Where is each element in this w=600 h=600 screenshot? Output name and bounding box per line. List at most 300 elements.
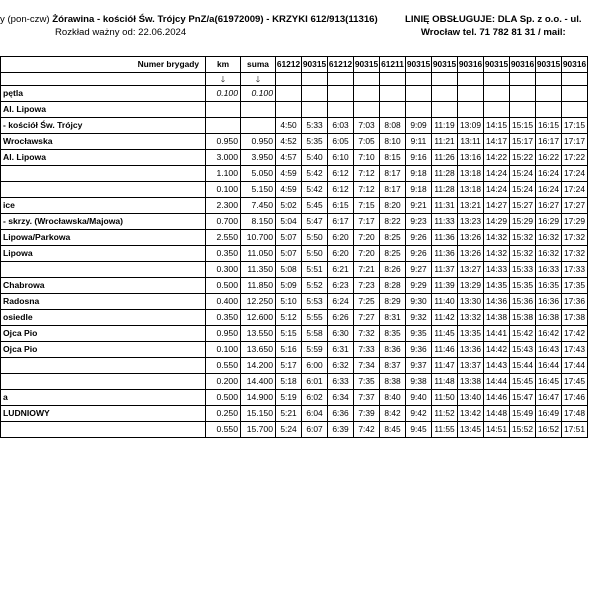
stop-km: 0.950 xyxy=(206,134,241,150)
departure-time: 9:11 xyxy=(406,134,432,150)
stop-row xyxy=(1,150,588,166)
stop-row xyxy=(1,230,588,246)
departure-time: 9:18 xyxy=(406,182,432,198)
departure-time xyxy=(380,102,406,118)
stop-km: 0.100 xyxy=(206,342,241,358)
departure-time: 11:48 xyxy=(432,374,458,390)
departure-time: 5:45 xyxy=(302,198,328,214)
departure-time xyxy=(276,102,302,118)
departure-time: 17:44 xyxy=(562,358,588,374)
departure-time: 8:25 xyxy=(380,230,406,246)
stop-km: 0.550 xyxy=(206,422,241,438)
departure-time: 14:33 xyxy=(484,262,510,278)
departure-time: 17:38 xyxy=(562,310,588,326)
departure-time: 5:59 xyxy=(302,342,328,358)
departure-time: 15:36 xyxy=(510,294,536,310)
departure-time: 15:35 xyxy=(510,278,536,294)
stop-sum: 5.050 xyxy=(241,166,276,182)
departure-time: 7:20 xyxy=(354,246,380,262)
departure-time: 17:33 xyxy=(562,262,588,278)
departure-time: 5:33 xyxy=(302,118,328,134)
departure-time xyxy=(354,86,380,102)
departure-time: 16:45 xyxy=(536,374,562,390)
departure-time: 14:42 xyxy=(484,342,510,358)
departure-time: 15:17 xyxy=(510,134,536,150)
departure-time: 6:10 xyxy=(328,150,354,166)
departure-time xyxy=(484,102,510,118)
departure-time: 7:32 xyxy=(354,326,380,342)
arrow-row-cell xyxy=(302,73,328,86)
departure-time: 17:32 xyxy=(562,230,588,246)
departure-time: 9:27 xyxy=(406,262,432,278)
departure-time: 11:21 xyxy=(432,134,458,150)
departure-time: 5:08 xyxy=(276,262,302,278)
departure-time: 7:23 xyxy=(354,278,380,294)
brigade-number: 61211 xyxy=(380,57,406,73)
departure-time: 15:47 xyxy=(510,390,536,406)
stop-name xyxy=(1,262,206,278)
departure-time: 4:57 xyxy=(276,150,302,166)
departure-time: 11:19 xyxy=(432,118,458,134)
departure-time: 13:32 xyxy=(458,310,484,326)
stop-sum: 14.200 xyxy=(241,358,276,374)
departure-time: 14:24 xyxy=(484,166,510,182)
brigade-row xyxy=(1,57,588,73)
stop-row xyxy=(1,310,588,326)
departure-time: 6:03 xyxy=(328,118,354,134)
stop-row xyxy=(1,390,588,406)
arrow-row-cell xyxy=(432,73,458,86)
departure-time: 16:33 xyxy=(536,262,562,278)
departure-time: 13:16 xyxy=(458,150,484,166)
stop-km: 0.100 xyxy=(206,182,241,198)
departure-time xyxy=(432,102,458,118)
departure-time: 6:12 xyxy=(328,166,354,182)
departure-time: 8:26 xyxy=(380,262,406,278)
stop-row xyxy=(1,214,588,230)
departure-time xyxy=(536,102,562,118)
departure-time: 11:28 xyxy=(432,166,458,182)
departure-time: 8:25 xyxy=(380,246,406,262)
stop-name: Al. Lipowa xyxy=(1,102,206,118)
stop-name: osiedle xyxy=(1,310,206,326)
stop-km: 1.100 xyxy=(206,166,241,182)
departure-time: 6:33 xyxy=(328,374,354,390)
stop-row xyxy=(1,118,588,134)
departure-time: 7:20 xyxy=(354,230,380,246)
departure-time: 5:04 xyxy=(276,214,302,230)
departure-time: 8:45 xyxy=(380,422,406,438)
departure-time: 15:38 xyxy=(510,310,536,326)
departure-time: 9:30 xyxy=(406,294,432,310)
departure-time: 17:35 xyxy=(562,278,588,294)
departure-time: 7:03 xyxy=(354,118,380,134)
stop-km: 0.100 xyxy=(206,86,241,102)
departure-time: 9:09 xyxy=(406,118,432,134)
departure-time: 8:38 xyxy=(380,374,406,390)
departure-time: 5:02 xyxy=(276,198,302,214)
stop-sum: 0.950 xyxy=(241,134,276,150)
stop-name: Al. Lipowa xyxy=(1,150,206,166)
departure-time: 11:47 xyxy=(432,358,458,374)
departure-time: 11:36 xyxy=(432,246,458,262)
departure-time: 17:17 xyxy=(562,134,588,150)
brigade-number: 61212 xyxy=(328,57,354,73)
departure-time: 11:40 xyxy=(432,294,458,310)
departure-time: 16:49 xyxy=(536,406,562,422)
departure-time: 13:30 xyxy=(458,294,484,310)
departure-time: 9:42 xyxy=(406,406,432,422)
departure-time: 14:22 xyxy=(484,150,510,166)
departure-time: 15:32 xyxy=(510,246,536,262)
departure-time: 11:36 xyxy=(432,230,458,246)
stop-name: Wrocławska xyxy=(1,134,206,150)
departure-time: 9:36 xyxy=(406,342,432,358)
departure-time: 13:38 xyxy=(458,374,484,390)
departure-time: 11:28 xyxy=(432,182,458,198)
departure-time: 13:18 xyxy=(458,166,484,182)
departure-time: 16:44 xyxy=(536,358,562,374)
stop-name: ice xyxy=(1,198,206,214)
stop-sum: 5.150 xyxy=(241,182,276,198)
departure-time: 4:50 xyxy=(276,118,302,134)
stop-km xyxy=(206,102,241,118)
departure-time: 15:49 xyxy=(510,406,536,422)
departure-time: 16:35 xyxy=(536,278,562,294)
departure-time: 6:20 xyxy=(328,230,354,246)
departure-time: 5:53 xyxy=(302,294,328,310)
departure-time: 13:40 xyxy=(458,390,484,406)
departure-time: 14:27 xyxy=(484,198,510,214)
departure-time: 5:47 xyxy=(302,214,328,230)
departure-time: 6:15 xyxy=(328,198,354,214)
departure-time: 7:39 xyxy=(354,406,380,422)
departure-time: 5:18 xyxy=(276,374,302,390)
departure-time: 9:29 xyxy=(406,278,432,294)
departure-time: 15:15 xyxy=(510,118,536,134)
departure-time: 16:27 xyxy=(536,198,562,214)
arrow-row-cell xyxy=(484,73,510,86)
departure-time: 14:29 xyxy=(484,214,510,230)
departure-time: 13:23 xyxy=(458,214,484,230)
stop-name: Radosna xyxy=(1,294,206,310)
departure-time: 14:48 xyxy=(484,406,510,422)
departure-time: 13:35 xyxy=(458,326,484,342)
departure-time: 4:59 xyxy=(276,182,302,198)
departure-time: 13:26 xyxy=(458,246,484,262)
departure-time: 14:51 xyxy=(484,422,510,438)
stop-row xyxy=(1,294,588,310)
stop-name: LUDNIOWY xyxy=(1,406,206,422)
departure-time: 9:37 xyxy=(406,358,432,374)
stop-sum: 11.050 xyxy=(241,246,276,262)
stop-sum: 15.150 xyxy=(241,406,276,422)
departure-time: 9:21 xyxy=(406,198,432,214)
stop-row xyxy=(1,278,588,294)
stop-km: 0.200 xyxy=(206,374,241,390)
departure-time: 7:35 xyxy=(354,374,380,390)
departure-time: 17:29 xyxy=(562,214,588,230)
stop-row xyxy=(1,374,588,390)
stop-sum: 8.150 xyxy=(241,214,276,230)
schedule-days: y (pon-czw) xyxy=(0,14,53,25)
sum-arrow-icon: 🡓 xyxy=(241,73,276,86)
brigade-number: 90316 xyxy=(510,57,536,73)
departure-time: 9:18 xyxy=(406,166,432,182)
timetable-body xyxy=(1,86,588,438)
route-title: Żórawina - kościół Św. Trójcy PnZ/a(61972009) - KRZYKI 612/913(11316) xyxy=(52,14,378,25)
stop-name xyxy=(1,182,206,198)
stop-km: 0.250 xyxy=(206,406,241,422)
stop-sum: 14.400 xyxy=(241,374,276,390)
departure-time: 13:36 xyxy=(458,342,484,358)
arrow-row-cell xyxy=(380,73,406,86)
departure-time: 6:02 xyxy=(302,390,328,406)
departure-time: 7:34 xyxy=(354,358,380,374)
arrow-row-cell xyxy=(510,73,536,86)
stop-km xyxy=(206,118,241,134)
departure-time: 17:24 xyxy=(562,166,588,182)
stop-sum: 0.100 xyxy=(241,86,276,102)
operator-info xyxy=(405,14,582,38)
departure-time: 14:15 xyxy=(484,118,510,134)
arrow-row-label xyxy=(1,73,206,86)
stop-sum: 14.900 xyxy=(241,390,276,406)
departure-time: 16:38 xyxy=(536,310,562,326)
departure-time: 14:17 xyxy=(484,134,510,150)
stop-name: - skrzy. (Wrocławska/Majowa) xyxy=(1,214,206,230)
km-arrow-icon: 🡓 xyxy=(206,73,241,86)
stop-sum: 13.550 xyxy=(241,326,276,342)
departure-time: 4:52 xyxy=(276,134,302,150)
arrow-row-cell xyxy=(276,73,302,86)
departure-time: 5:40 xyxy=(302,150,328,166)
departure-time: 8:15 xyxy=(380,150,406,166)
stop-row xyxy=(1,102,588,118)
stop-km: 0.350 xyxy=(206,246,241,262)
stop-row xyxy=(1,326,588,342)
departure-time xyxy=(302,102,328,118)
stop-km: 0.500 xyxy=(206,390,241,406)
departure-time: 13:27 xyxy=(458,262,484,278)
departure-time: 15:52 xyxy=(510,422,536,438)
departure-time: 9:26 xyxy=(406,246,432,262)
departure-time xyxy=(458,86,484,102)
departure-time: 6:31 xyxy=(328,342,354,358)
departure-time: 5:50 xyxy=(302,230,328,246)
stop-name xyxy=(1,358,206,374)
arrow-row-cell xyxy=(458,73,484,86)
departure-time xyxy=(328,102,354,118)
departure-time xyxy=(406,102,432,118)
departure-time: 13:11 xyxy=(458,134,484,150)
departure-time: 5:42 xyxy=(302,182,328,198)
departure-time: 17:46 xyxy=(562,390,588,406)
departure-time: 11:39 xyxy=(432,278,458,294)
departure-time: 16:32 xyxy=(536,246,562,262)
departure-time: 8:08 xyxy=(380,118,406,134)
departure-time: 8:10 xyxy=(380,134,406,150)
stop-name xyxy=(1,422,206,438)
stop-sum: 10.700 xyxy=(241,230,276,246)
brigade-number: 90315 xyxy=(302,57,328,73)
departure-time: 14:46 xyxy=(484,390,510,406)
departure-time: 16:24 xyxy=(536,166,562,182)
departure-time: 15:29 xyxy=(510,214,536,230)
stop-row xyxy=(1,198,588,214)
departure-time: 9:40 xyxy=(406,390,432,406)
stop-km: 3.000 xyxy=(206,150,241,166)
departure-time: 7:21 xyxy=(354,262,380,278)
stop-row xyxy=(1,86,588,102)
departure-time: 17:27 xyxy=(562,198,588,214)
stop-km: 0.550 xyxy=(206,358,241,374)
stop-sum: 11.350 xyxy=(241,262,276,278)
departure-time: 6:12 xyxy=(328,182,354,198)
departure-time: 7:42 xyxy=(354,422,380,438)
departure-time: 11:50 xyxy=(432,390,458,406)
departure-time: 16:42 xyxy=(536,326,562,342)
departure-time: 17:22 xyxy=(562,150,588,166)
brigade-number: 90315 xyxy=(432,57,458,73)
stop-name xyxy=(1,166,206,182)
departure-time: 5:42 xyxy=(302,166,328,182)
departure-time: 11:26 xyxy=(432,150,458,166)
departure-time: 14:38 xyxy=(484,310,510,326)
departure-time: 5:50 xyxy=(302,246,328,262)
departure-time: 16:24 xyxy=(536,182,562,198)
departure-time: 7:27 xyxy=(354,310,380,326)
stop-km: 0.950 xyxy=(206,326,241,342)
departure-time: 6:04 xyxy=(302,406,328,422)
departure-time: 9:26 xyxy=(406,230,432,246)
departure-time: 5:58 xyxy=(302,326,328,342)
departure-time: 8:40 xyxy=(380,390,406,406)
departure-time: 17:43 xyxy=(562,342,588,358)
sum-header: suma xyxy=(241,57,276,73)
departure-time: 7:10 xyxy=(354,150,380,166)
departure-time: 11:31 xyxy=(432,198,458,214)
departure-time: 16:17 xyxy=(536,134,562,150)
stop-row xyxy=(1,342,588,358)
departure-time: 7:05 xyxy=(354,134,380,150)
departure-time: 14:44 xyxy=(484,374,510,390)
departure-time: 8:35 xyxy=(380,326,406,342)
departure-time: 13:45 xyxy=(458,422,484,438)
stop-km: 2.300 xyxy=(206,198,241,214)
departure-time: 6:01 xyxy=(302,374,328,390)
departure-time: 5:52 xyxy=(302,278,328,294)
departure-time: 5:12 xyxy=(276,310,302,326)
stop-km: 0.500 xyxy=(206,278,241,294)
departure-time: 7:33 xyxy=(354,342,380,358)
stop-sum: 11.850 xyxy=(241,278,276,294)
departure-time: 8:37 xyxy=(380,358,406,374)
brigade-number: 90315 xyxy=(354,57,380,73)
departure-time xyxy=(458,102,484,118)
departure-time: 6:07 xyxy=(302,422,328,438)
departure-time: 7:25 xyxy=(354,294,380,310)
departure-time: 5:16 xyxy=(276,342,302,358)
route-info xyxy=(0,14,378,38)
stop-sum: 7.450 xyxy=(241,198,276,214)
departure-time: 16:52 xyxy=(536,422,562,438)
stop-sum xyxy=(241,102,276,118)
stop-km: 0.400 xyxy=(206,294,241,310)
departure-time: 6:34 xyxy=(328,390,354,406)
departure-time xyxy=(510,102,536,118)
departure-time: 7:15 xyxy=(354,198,380,214)
departure-time: 8:20 xyxy=(380,198,406,214)
stop-sum: 3.950 xyxy=(241,150,276,166)
departure-time: 15:24 xyxy=(510,166,536,182)
stop-row xyxy=(1,134,588,150)
departure-time: 15:44 xyxy=(510,358,536,374)
departure-time: 11:52 xyxy=(432,406,458,422)
departure-time xyxy=(484,86,510,102)
departure-time: 13:26 xyxy=(458,230,484,246)
departure-time: 13:09 xyxy=(458,118,484,134)
departure-time: 15:32 xyxy=(510,230,536,246)
departure-time: 6:30 xyxy=(328,326,354,342)
departure-time: 6:05 xyxy=(328,134,354,150)
stop-row xyxy=(1,422,588,438)
departure-time: 13:29 xyxy=(458,278,484,294)
departure-time: 8:29 xyxy=(380,294,406,310)
departure-time: 15:43 xyxy=(510,342,536,358)
timetable-container xyxy=(0,56,600,434)
stop-row xyxy=(1,406,588,422)
operator-contact: Wrocław tel. 71 782 81 31 / mail: xyxy=(420,27,566,38)
stop-row xyxy=(1,262,588,278)
departure-time: 16:15 xyxy=(536,118,562,134)
departure-time: 8:36 xyxy=(380,342,406,358)
brigade-number: 90315 xyxy=(536,57,562,73)
departure-time: 9:45 xyxy=(406,422,432,438)
departure-time: 9:16 xyxy=(406,150,432,166)
departure-time: 5:35 xyxy=(302,134,328,150)
timetable-header xyxy=(0,14,600,44)
departure-time: 5:55 xyxy=(302,310,328,326)
departure-time xyxy=(380,86,406,102)
departure-time: 9:35 xyxy=(406,326,432,342)
departure-time: 6:23 xyxy=(328,278,354,294)
departure-time: 7:17 xyxy=(354,214,380,230)
departure-time: 5:09 xyxy=(276,278,302,294)
departure-time: 16:32 xyxy=(536,230,562,246)
stop-name: - kościół Św. Trójcy xyxy=(1,118,206,134)
brigade-number: 61212 xyxy=(276,57,302,73)
departure-time: 6:17 xyxy=(328,214,354,230)
departure-time: 14:41 xyxy=(484,326,510,342)
timetable xyxy=(0,56,588,438)
stop-name: Lipowa xyxy=(1,246,206,262)
departure-time: 6:36 xyxy=(328,406,354,422)
departure-time: 15:33 xyxy=(510,262,536,278)
stop-km: 0.300 xyxy=(206,262,241,278)
stop-name: Lipowa/Parkowa xyxy=(1,230,206,246)
stop-row xyxy=(1,166,588,182)
departure-time: 11:37 xyxy=(432,262,458,278)
departure-time: 5:10 xyxy=(276,294,302,310)
departure-time: 6:32 xyxy=(328,358,354,374)
stop-name: Ojca Pio xyxy=(1,342,206,358)
departure-time: 11:42 xyxy=(432,310,458,326)
departure-time: 4:59 xyxy=(276,166,302,182)
departure-time: 17:51 xyxy=(562,422,588,438)
departure-time: 5:07 xyxy=(276,246,302,262)
departure-time: 14:32 xyxy=(484,246,510,262)
